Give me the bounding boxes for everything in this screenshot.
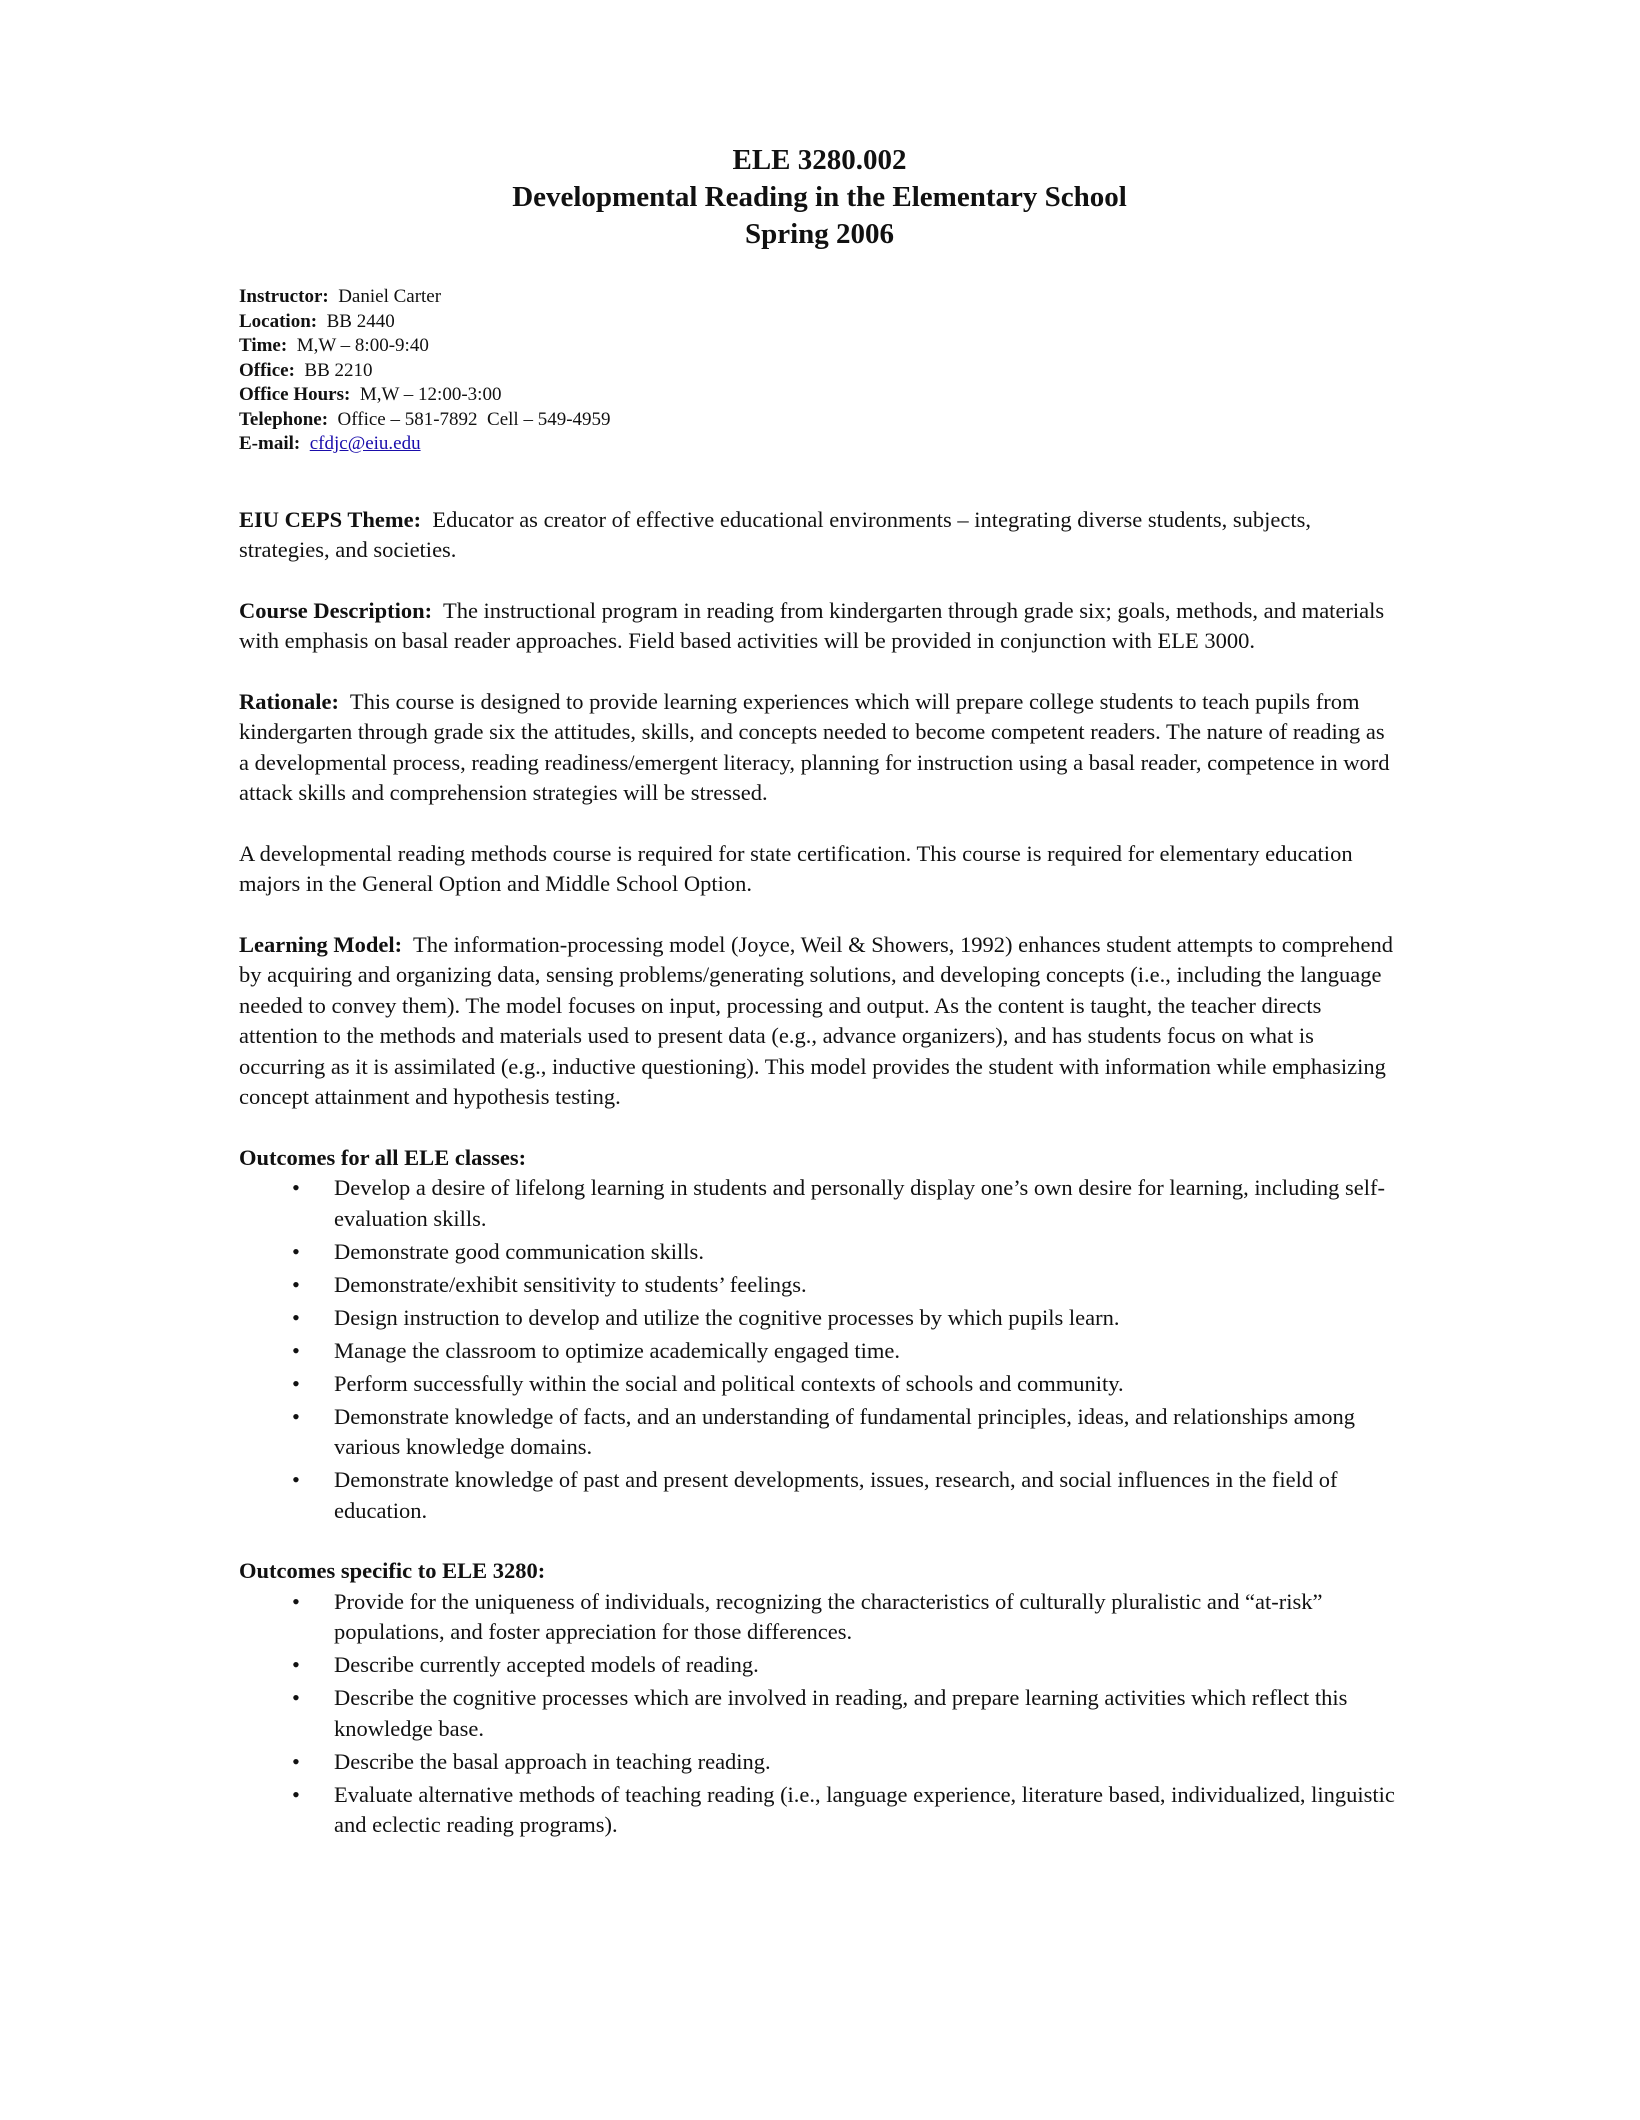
list-item-text: Manage the classroom to optimize academically engaged time.: [334, 1337, 901, 1363]
email-label: E-mail:: [239, 433, 301, 454]
telephone-row: [239, 408, 1400, 433]
course-info-block: [239, 285, 1400, 457]
bullet-icon: •: [292, 1652, 300, 1677]
office-row: [239, 359, 1400, 384]
list-item: [239, 1173, 1400, 1234]
office-hours-label: Office Hours:: [239, 384, 351, 405]
email-link[interactable]: cfdjc@eiu.edu: [309, 433, 421, 454]
list-item: [239, 1270, 1400, 1301]
list-item: [239, 1683, 1400, 1744]
bullet-icon: •: [292, 1685, 300, 1710]
course-description-text: The instructional program in reading from kindergarten through grade six; goals, methods, and materials with emphasis on basal reader approaches. Field based activities will be provided in conjunction with ELE 3000.: [239, 597, 1385, 653]
list-item-text: Design instruction to develop and utilize the cognitive processes by which pupils learn.: [334, 1304, 1120, 1330]
bullet-icon: •: [292, 1238, 300, 1264]
bullet-icon: •: [292, 1337, 300, 1363]
office-label: Office:: [239, 359, 295, 381]
instructor-value: Daniel Carter: [338, 286, 442, 307]
list-item: [239, 1369, 1400, 1400]
list-item-text: Describe the cognitive processes which are involved in reading, and prepare learning activities which reflect this knowledge base.: [334, 1685, 1348, 1741]
list-item-text: Evaluate alternative methods of teaching reading (i.e., language experience, literature based, individualized, linguistic and eclectic reading programs).: [334, 1781, 1395, 1837]
telephone-value: Office – 581-7892 Cell – 549-4959: [337, 408, 611, 430]
list-item-text: Demonstrate knowledge of past and present developments, issues, research, and social influences in the field of education.: [334, 1467, 1338, 1523]
bullet-icon: •: [292, 1403, 300, 1429]
list-item: [239, 1336, 1400, 1367]
course-code: ELE 3280.002: [732, 144, 907, 176]
outcomes-all-list: [239, 1173, 1400, 1526]
list-item: [239, 1780, 1400, 1841]
theme-paragraph: [239, 505, 1400, 566]
rationale-text: This course is designed to provide learning experiences which will prepare college students to teach pupils from kindergarten through grade six the attitudes, skills, and concepts needed to become competent readers. The nature of reading as a developmental process, reading readiness/emergent literacy, planning for instruction using a basal reader, competence in word attack skills and comprehension strategies will be stressed.: [239, 688, 1390, 805]
time-row: [239, 334, 1400, 359]
learning-model-text: The information-processing model (Joyce, Weil & Showers, 1992) enhances student attempts to comprehend by acquiring and organizing data, sensing problems/generating solutions, and developing concepts (i.e., including the language needed to convey them). The model focuses on input, processing and output. As the content is taught, the teacher directs attention to the methods and materials used to present data (e.g., advance organizers), and has students focus on what is occurring as it is assimilated (e.g., inductive questioning). This model provides the student with information while emphasizing concept attainment and hypothesis testing.: [239, 931, 1394, 1109]
course-description-heading: Course Description:: [239, 597, 433, 623]
rationale-heading: Rationale:: [239, 688, 339, 714]
list-item-text: Demonstrate knowledge of facts, and an understanding of fundamental principles, ideas, and relationships among various knowledge domains.: [334, 1403, 1355, 1459]
instructor-row: [239, 285, 1400, 310]
location-value: BB 2440: [326, 310, 395, 332]
bullet-icon: •: [292, 1748, 300, 1774]
course-description-paragraph: [239, 596, 1400, 657]
outcomes-specific-heading: Outcomes specific to ELE 3280:: [239, 1558, 546, 1583]
list-item-text: Describe the basal approach in teaching reading.: [334, 1748, 771, 1774]
theme-heading: EIU CEPS Theme:: [239, 506, 422, 532]
bullet-icon: •: [292, 1781, 300, 1807]
list-item: [239, 1747, 1400, 1778]
document-header: [239, 142, 1400, 253]
list-item: [239, 1465, 1400, 1526]
requirement-paragraph: A developmental reading methods course is required for state certification. This course is required for elementary education majors in the General Option and Middle School Option.: [239, 840, 1353, 896]
list-item: [239, 1237, 1400, 1268]
learning-model-heading: Learning Model:: [239, 931, 403, 957]
list-item-text: Demonstrate/exhibit sensitivity to students’ feelings.: [334, 1271, 807, 1297]
list-item: [239, 1303, 1400, 1334]
list-item-text: Demonstrate good communication skills.: [334, 1238, 704, 1264]
outcomes-specific-list: [239, 1587, 1400, 1841]
instructor-label: Instructor:: [239, 286, 329, 307]
office-value: BB 2210: [304, 359, 373, 381]
time-value: M,W – 8:00-9:40: [296, 335, 429, 356]
rationale-paragraph: [239, 687, 1400, 809]
course-title: Developmental Reading in the Elementary School: [512, 181, 1127, 213]
list-item: [239, 1402, 1400, 1463]
list-item: [239, 1650, 1400, 1681]
email-row: [239, 432, 1400, 457]
list-item-text: Develop a desire of lifelong learning in students and personally display one’s own desire for learning, including self-evaluation skills.: [334, 1175, 1385, 1231]
bullet-icon: •: [292, 1467, 300, 1492]
bullet-icon: •: [292, 1304, 300, 1330]
bullet-icon: •: [292, 1271, 300, 1297]
list-item-text: Describe currently accepted models of reading.: [334, 1652, 759, 1677]
location-label: Location:: [239, 310, 318, 332]
telephone-label: Telephone:: [239, 408, 329, 430]
bullet-icon: •: [292, 1175, 300, 1200]
bullet-icon: •: [292, 1370, 300, 1396]
time-label: Time:: [239, 335, 288, 356]
office-hours-value: M,W – 12:00-3:00: [359, 384, 502, 405]
theme-text: Educator as creator of effective educational environments – integrating diverse students, subjects, strategies, and societies.: [239, 506, 1312, 562]
learning-model-paragraph: [239, 930, 1400, 1113]
course-term: Spring 2006: [744, 218, 895, 250]
list-item: [239, 1587, 1400, 1648]
location-row: [239, 310, 1400, 335]
office-hours-row: [239, 383, 1400, 408]
outcomes-all-heading: Outcomes for all ELE classes:: [239, 1144, 527, 1170]
bullet-icon: •: [292, 1588, 300, 1614]
list-item-text: Perform successfully within the social and political contexts of schools and community.: [334, 1370, 1124, 1396]
list-item-text: Provide for the uniqueness of individuals, recognizing the characteristics of culturally pluralistic and “at-risk” populations, and foster appreciation for those differences.: [334, 1588, 1323, 1644]
